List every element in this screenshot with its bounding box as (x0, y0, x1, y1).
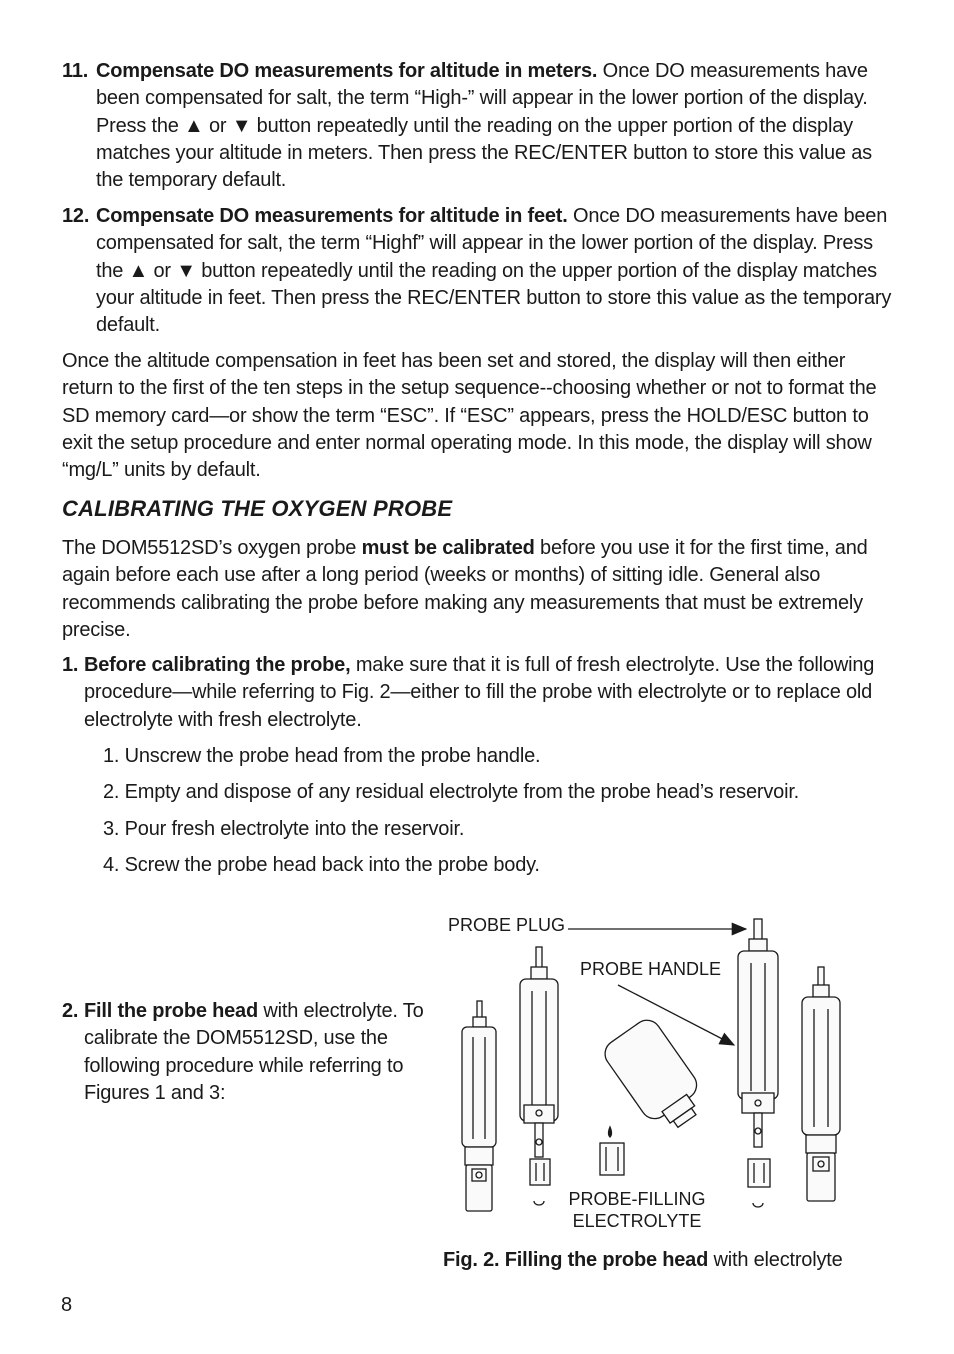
calibration-intro (62, 535, 894, 644)
page-number: 8 (61, 1294, 73, 1316)
calibration-step-2-title: Fill the probe head (84, 1000, 258, 1022)
probe-assembled-left (462, 1001, 496, 1211)
electrolyte-bottle (600, 1015, 713, 1175)
step-12-title: Compensate DO measurements for altitude in feet. (96, 205, 568, 227)
label-probe-handle: PROBE HANDLE (580, 959, 722, 979)
calibration-step-1-body: make sure that it is full of fresh electrolyte. Use the following procedure—while referring to Fig. 2—either to fill the probe with electrolyte or to replace old electrolyte with fresh electrolyte. (84, 654, 875, 731)
after-altitude-paragraph: Once the altitude compensation in feet has been set and stored, the display will then either return to the first of the ten steps in the setup sequence--choosing whether or not to format the SD memory card—or show the term “ESC”. If “ESC” appears, press the HOLD/ESC button to exit the setup procedure and enter normal operating mode. In this mode, the display will show “mg/L” units by default. (62, 350, 877, 482)
step-11-number: 11. (62, 60, 89, 82)
substep-1: 1. Unscrew the probe head from the probe handle. (103, 745, 541, 767)
calibration-step-1-number: 1. (62, 654, 79, 676)
substep-3: 3. Pour fresh electrolyte into the reservoir. (103, 818, 465, 840)
step-12-number: 12. (62, 205, 90, 227)
label-probe-plug: PROBE PLUG (448, 915, 566, 935)
caption-bold: Fig. 2. Filling the probe head (443, 1249, 709, 1271)
intro-after: before you use it for the first time, and again before each use after a long period (weeks or months) of sitting idle. General also recommends calibrating the probe before making any measurements that must be extremely precise. (62, 537, 868, 641)
caption-rest: with electrolyte (708, 1249, 843, 1271)
label-electrolyte-1: PROBE-FILLING (568, 1189, 706, 1209)
calibration-step-2 (62, 998, 427, 1107)
substep-4: 4. Screw the probe head back into the probe body. (103, 854, 540, 876)
probe-handle-right (738, 919, 778, 1207)
probe-handle-detached (520, 947, 558, 1205)
probe-assembled-right (802, 967, 840, 1201)
label-electrolyte-2: ELECTROLYTE (572, 1211, 702, 1231)
step-12 (62, 203, 894, 339)
section-heading: CALIBRATING THE OXYGEN PROBE (62, 496, 453, 521)
figure-caption (443, 1247, 843, 1274)
calibration-step-2-number: 2. (62, 1000, 79, 1022)
step-11-body: Once DO measurements have been compensated for salt, the term “High-” will appear in the lower portion of the display. Press the ▲ or ▼ button repeatedly until the reading on the upper portion of the display matches your altitude in meters. Then press the REC/ENTER button to store this value as the temporary default. (96, 60, 872, 192)
intro-before: The DOM5512SD’s oxygen probe (62, 537, 362, 559)
probe-filling-figure (440, 905, 920, 1235)
step-12-body: Once DO measurements have been compensated for salt, the term “Highf” will appear in the lower portion of the display. Press the ▲ or ▼ button repeatedly until the reading on the upper portion of the display matches your altitude in feet. Then press the REC/ENTER button to store this value as the temporary default. (96, 205, 892, 337)
calibration-step-1-title: Before calibrating the probe, (84, 654, 351, 676)
step-11-title: Compensate DO measurements for altitude in meters. (96, 60, 598, 82)
calibration-step-2-body: with electrolyte. To calibrate the DOM5512SD, use the following procedure while referring to Figures 1 and 3: (84, 1000, 424, 1104)
intro-bold: must be calibrated (361, 537, 535, 559)
substep-2: 2. Empty and dispose of any residual electrolyte from the probe head’s reservoir. (103, 781, 800, 803)
step-11 (62, 58, 894, 194)
calibration-step-1 (62, 652, 894, 734)
